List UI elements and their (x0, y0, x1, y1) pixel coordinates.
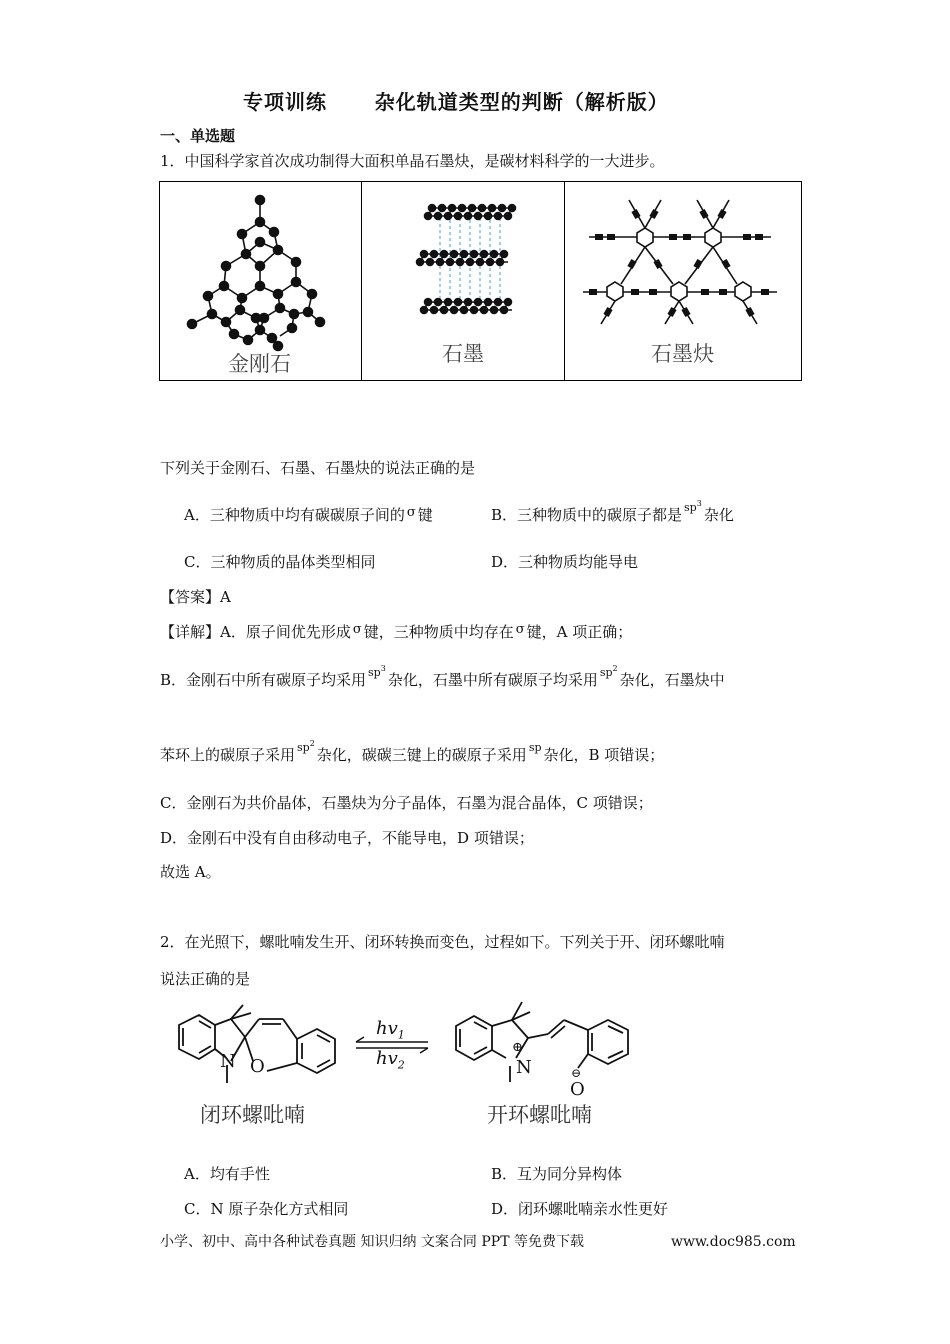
option-b-text: B．三种物质中的碳原子都是 (491, 506, 683, 524)
q2-option-b: B．互为同分异构体 (491, 1165, 623, 1183)
figure-graphite (361, 182, 565, 380)
q1-option-c: C．三种物质的晶体类型相同 (184, 553, 376, 571)
caption-graphdiyne: 石墨炔 (651, 342, 714, 366)
sp3-symbol: sp3 (684, 499, 702, 514)
figure-graphdiyne (564, 182, 804, 380)
caption-diamond: 金刚石 (228, 352, 291, 376)
footer-link[interactable]: www.doc985.com (671, 1234, 796, 1250)
closed-n-atom: N (220, 1051, 236, 1072)
q1-detail-line-5: D．金刚石中没有自由移动电子，不能导电，D 项错误； (160, 829, 534, 847)
q1-answer: 【答案】A (160, 588, 231, 606)
q2-option-c: C．N 原子杂化方式相同 (184, 1200, 349, 1218)
closed-spiropyran-structure-icon (155, 1003, 355, 1093)
q2-option-d: D．闭环螺吡喃亲水性更好 (491, 1200, 669, 1218)
sigma-symbol: σ (406, 505, 416, 520)
q1-detail-line-6: 故选 A。 (160, 863, 221, 881)
q2-stem-line-2: 说法正确的是 (160, 970, 251, 988)
q2-stem-line-1: 2．在光照下，螺吡喃发生开、闭环转换而变色，过程如下。下列关于开、闭环螺吡喃 (160, 933, 725, 951)
q1-detail-line-1: 【详解】A．原子间优先形成 σ 键，三种物质中均存在 σ 键，A 项正确； (160, 622, 633, 641)
option-a-text: A．三种物质中均有碳碳原子间的 (184, 506, 405, 524)
page-title: 专项训练 杂化轨道类型的判断（解析版） (243, 90, 669, 114)
caption-graphite: 石墨 (442, 342, 484, 366)
q1-option-d: D．三种物质均能导电 (491, 553, 639, 571)
q1-prompt: 下列关于金刚石、石墨、石墨炔的说法正确的是 (160, 459, 476, 477)
figure-diamond (160, 182, 361, 380)
section-heading: 一、单选题 (160, 127, 236, 145)
q1-figure-table (159, 181, 802, 381)
q1-detail-line-2: B．金刚石中所有碳原子均采用 $^{sp^3}$杂化，石墨中所有碳原子均采用 $^{sp^2}$杂化，石墨炔中 (160, 664, 725, 689)
open-o-atom: O (570, 1079, 585, 1100)
option-b-tail: 杂化 (703, 506, 734, 524)
minus-charge-icon: ⊖ (571, 1066, 582, 1080)
plus-charge-icon: ⊕ (512, 1040, 523, 1055)
footer-left: 小学、初中、高中各种试卷真题 知识归纳 文案合同 PPT 等免费下载 (160, 1234, 584, 1250)
open-spiropyran-label: 开环螺吡喃 (487, 1103, 592, 1127)
option-a-tail: 键 (417, 506, 433, 524)
hv2-label: $hv_2$ (376, 1048, 405, 1072)
hv1-label: $hv_1$ (376, 1018, 405, 1042)
closed-spiropyran-label: 闭环螺吡喃 (200, 1103, 305, 1127)
closed-o-atom: O (250, 1056, 265, 1077)
q1-stem: 1．中国科学家首次成功制得大面积单晶石墨炔，是碳材料科学的一大进步。 (160, 152, 665, 170)
q1-option-a (184, 505, 433, 527)
q1-detail-line-3: 苯环上的碳原子采用 $^{sp^2}$杂化，碳碳三键上的碳原子采用 $^{sp}$ 杂化，B 项错误； (160, 739, 665, 764)
open-spiropyran-structure-icon (450, 1000, 670, 1100)
open-n-atom: N (516, 1057, 532, 1078)
q2-option-a: A．均有手性 (184, 1165, 270, 1183)
q1-detail-line-4: C．金刚石为共价晶体，石墨炔为分子晶体，石墨为混合晶体，C 项错误； (160, 794, 653, 812)
q1-option-b (491, 499, 734, 528)
